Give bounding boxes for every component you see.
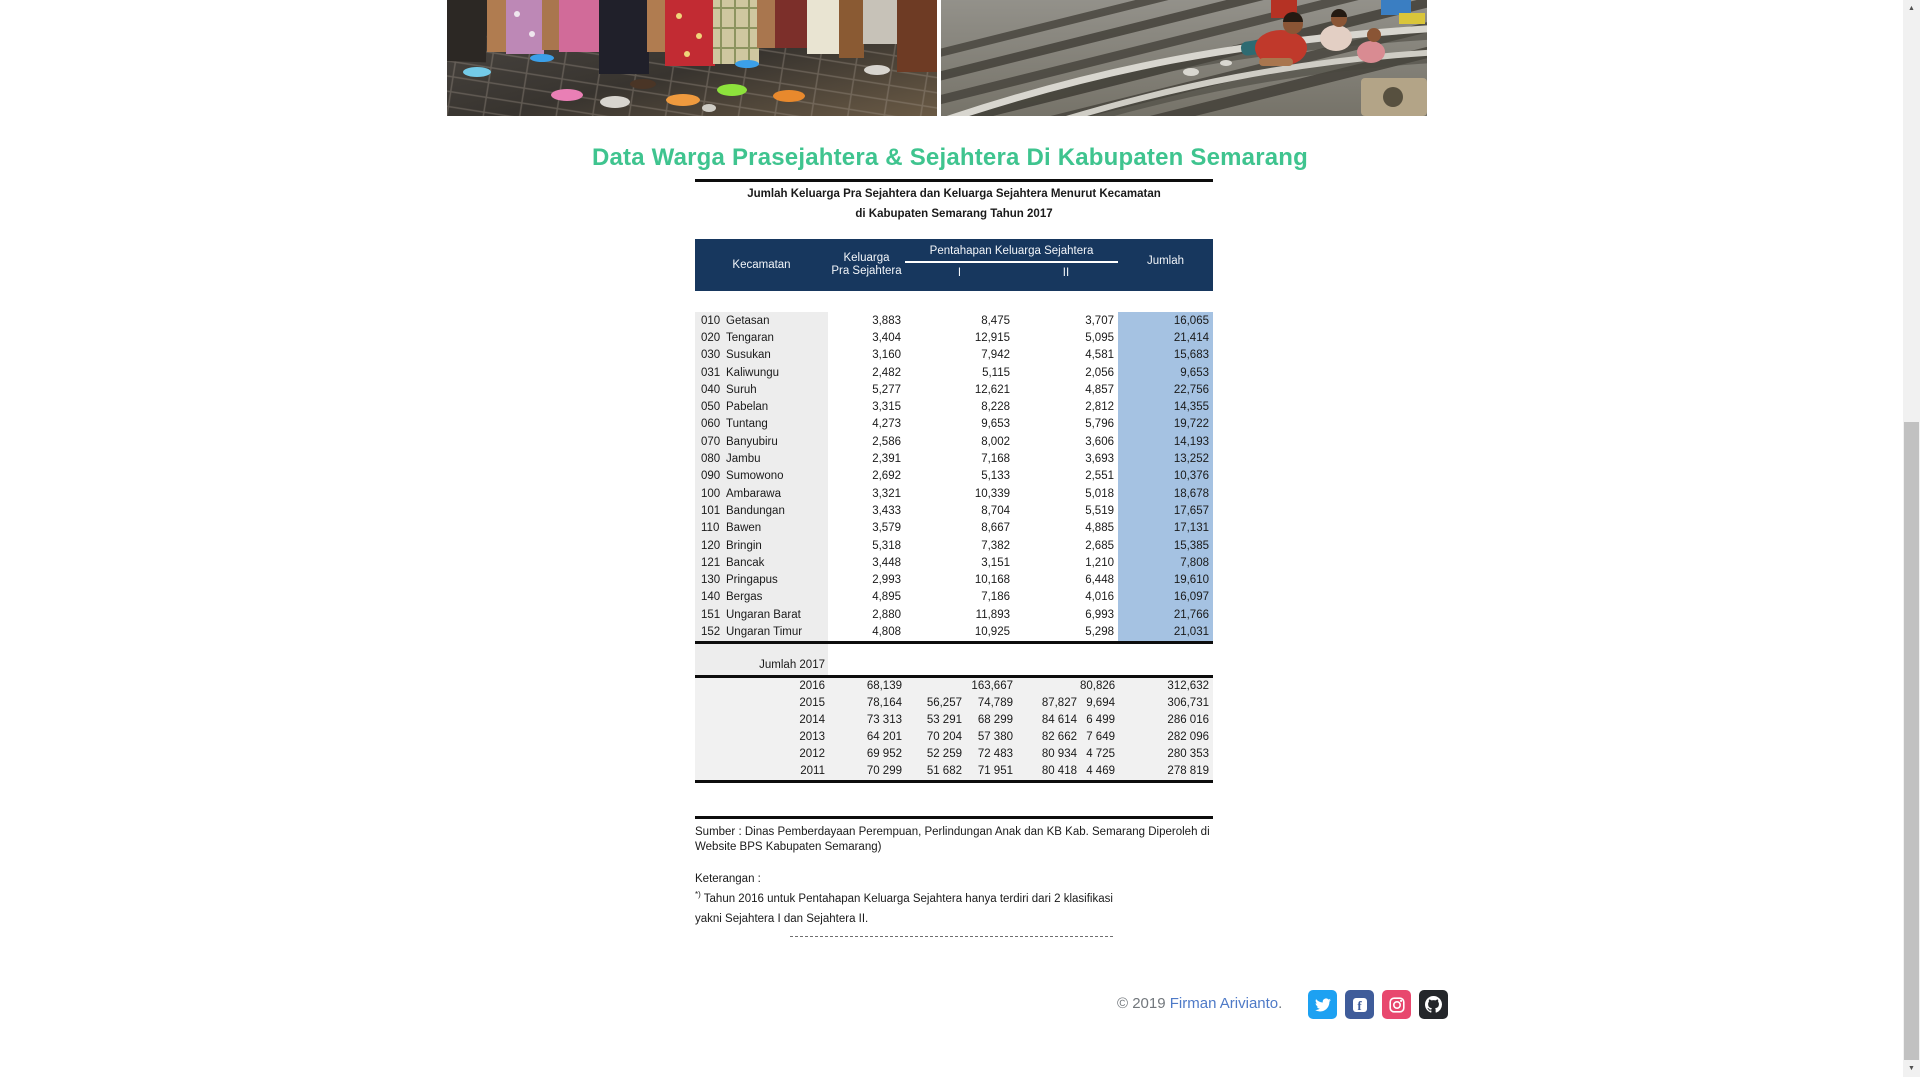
twitter-icon bbox=[1315, 997, 1331, 1013]
source-top-rule bbox=[695, 816, 1213, 819]
column-header-pra-sejahtera bbox=[828, 239, 905, 291]
kecamatan-rows bbox=[695, 312, 1213, 641]
table-row bbox=[695, 329, 1213, 346]
scroll-up-button[interactable]: ▲ bbox=[1908, 5, 1915, 12]
kecamatan-code: 060 bbox=[701, 418, 721, 431]
kecamatan-cell bbox=[695, 433, 828, 450]
kecamatan-name: Susukan bbox=[726, 349, 771, 362]
kecamatan-name: Banyubiru bbox=[726, 435, 778, 448]
jumlah-value: 10,376 bbox=[1118, 468, 1213, 485]
year-col3: 71 951 bbox=[977, 765, 1013, 778]
jumlah-2017-row bbox=[695, 644, 1213, 675]
pra-sejahtera-value: 3,160 bbox=[872, 349, 901, 362]
jumlah-value: 21,031 bbox=[1118, 623, 1213, 640]
jumlah-value: 15,683 bbox=[1118, 347, 1213, 364]
column-header-kecamatan: Kecamatan bbox=[732, 259, 791, 271]
kecamatan-name: Pringapus bbox=[726, 574, 778, 587]
pentahapan-underline bbox=[905, 261, 1118, 263]
source-line2: Website BPS Kabupaten Semarang) bbox=[695, 840, 882, 853]
kecamatan-code: 130 bbox=[701, 574, 721, 587]
ks2-value: 5,796 bbox=[1085, 418, 1114, 431]
copyright-text bbox=[1117, 995, 1282, 1012]
kecamatan-code: 090 bbox=[701, 470, 721, 483]
facebook-f-glyph: f bbox=[1357, 997, 1362, 1012]
year-col4: 87,827 bbox=[1041, 697, 1077, 710]
ks2-value: 5,095 bbox=[1085, 331, 1114, 344]
kecamatan-cell bbox=[695, 623, 828, 640]
pra-sejahtera-value: 3,579 bbox=[872, 522, 901, 535]
jumlah-value: 18,678 bbox=[1118, 485, 1213, 502]
ks1-value: 9,653 bbox=[981, 418, 1010, 431]
kecamatan-code: 020 bbox=[701, 331, 721, 344]
footnote-marker: *) bbox=[695, 889, 701, 899]
kecamatan-cell bbox=[695, 468, 828, 485]
year-col2: 53 291 bbox=[926, 714, 962, 727]
year-total: 278 819 bbox=[1167, 765, 1209, 778]
github-button[interactable] bbox=[1419, 990, 1448, 1019]
kecamatan-cell bbox=[695, 502, 828, 519]
kecamatan-cell bbox=[695, 537, 828, 554]
ks2-value: 5,519 bbox=[1085, 504, 1114, 517]
pra-sejahtera-value: 2,692 bbox=[872, 470, 901, 483]
kecamatan-code: 151 bbox=[701, 608, 721, 621]
table-top-rule bbox=[695, 179, 1213, 182]
pra-sejahtera-value: 3,433 bbox=[872, 504, 901, 517]
ks1-value: 8,002 bbox=[981, 435, 1010, 448]
copyright-prefix: © 2019 bbox=[1117, 995, 1170, 1012]
photo-left bbox=[447, 0, 937, 116]
jumlah-value: 19,610 bbox=[1118, 571, 1213, 588]
ks2-value: 1,210 bbox=[1085, 556, 1114, 569]
table-row bbox=[695, 623, 1213, 640]
pra-sejahtera-value: 3,404 bbox=[872, 331, 901, 344]
jumlah-value: 14,355 bbox=[1118, 398, 1213, 415]
copyright-suffix: . bbox=[1278, 995, 1283, 1012]
ks1-value: 7,186 bbox=[981, 591, 1010, 604]
year-label: 2016 bbox=[799, 680, 825, 693]
year-col1: 78,164 bbox=[866, 697, 902, 710]
ks1-value: 8,667 bbox=[981, 522, 1010, 535]
facebook-icon bbox=[1353, 998, 1367, 1012]
year-col2: 56,257 bbox=[926, 697, 962, 710]
pra-sejahtera-value: 3,448 bbox=[872, 556, 901, 569]
year-col3: 163,667 bbox=[971, 680, 1013, 693]
table-row bbox=[695, 589, 1213, 606]
year-col2: 51 682 bbox=[926, 765, 962, 778]
source-note bbox=[695, 825, 1213, 855]
year-col3: 57 380 bbox=[977, 731, 1013, 744]
ks2-value: 3,707 bbox=[1085, 314, 1114, 327]
year-total: 312,632 bbox=[1167, 680, 1209, 693]
ks2-value: 4,581 bbox=[1085, 349, 1114, 362]
instagram-icon bbox=[1389, 997, 1405, 1013]
data-table-document bbox=[695, 179, 1213, 937]
jumlah-value: 21,766 bbox=[1118, 606, 1213, 623]
ks2-value: 5,018 bbox=[1085, 487, 1114, 500]
kecamatan-cell bbox=[695, 589, 828, 606]
column-header-ks1: I bbox=[957, 267, 962, 279]
ks1-value: 8,704 bbox=[981, 504, 1010, 517]
header-photos bbox=[447, 0, 1427, 116]
year-total: 280 353 bbox=[1167, 748, 1209, 761]
jumlah-value: 9,653 bbox=[1118, 364, 1213, 381]
pra-sejahtera-value: 2,586 bbox=[872, 435, 901, 448]
year-col4: 80 418 bbox=[1041, 765, 1077, 778]
table-row bbox=[695, 502, 1213, 519]
pra-sejahtera-value: 5,318 bbox=[872, 539, 901, 552]
kecamatan-cell bbox=[695, 416, 828, 433]
twitter-button[interactable] bbox=[1308, 990, 1337, 1019]
pra-sejahtera-value: 3,321 bbox=[872, 487, 901, 500]
source-line1: Sumber : Dinas Pemberdayaan Perempuan, Perlindungan Anak dan KB Kab. Semarang Diperoleh di bbox=[695, 825, 1210, 838]
ks2-value: 2,812 bbox=[1085, 401, 1114, 414]
kecamatan-code: 152 bbox=[701, 625, 721, 638]
ks1-value: 12,915 bbox=[974, 331, 1010, 344]
year-col5: 4 469 bbox=[1086, 765, 1115, 778]
year-col1: 73 313 bbox=[866, 714, 902, 727]
year-col4: 80 934 bbox=[1041, 748, 1077, 761]
table-row bbox=[695, 364, 1213, 381]
kecamatan-cell bbox=[695, 364, 828, 381]
kecamatan-code: 100 bbox=[701, 487, 721, 500]
pra-sejahtera-value: 4,273 bbox=[872, 418, 901, 431]
kecamatan-code: 040 bbox=[701, 383, 721, 396]
table-row bbox=[695, 312, 1213, 329]
keterangan-line1-text: Tahun 2016 untuk Pentahapan Keluarga Sejahtera hanya terdiri dari 2 klasifikasi bbox=[703, 892, 1113, 905]
jumlah-value: 22,756 bbox=[1118, 381, 1213, 398]
keterangan-line1 bbox=[695, 890, 1213, 905]
year-col5: 80,826 bbox=[1080, 680, 1116, 693]
table-header bbox=[695, 239, 1213, 291]
jumlah-value: 14,193 bbox=[1118, 433, 1213, 450]
kecamatan-name: Bawen bbox=[726, 522, 762, 535]
kecamatan-name: Bringin bbox=[726, 539, 762, 552]
jumlah-2017-label: Jumlah 2017 bbox=[695, 644, 828, 675]
table-row bbox=[695, 537, 1213, 554]
pra-sejahtera-value: 2,482 bbox=[872, 366, 901, 379]
ks1-value: 3,151 bbox=[981, 556, 1010, 569]
year-row bbox=[695, 763, 1213, 780]
ks2-value: 3,606 bbox=[1085, 435, 1114, 448]
jumlah-value: 16,065 bbox=[1118, 312, 1213, 329]
kecamatan-code: 120 bbox=[701, 539, 721, 552]
jumlah-value: 19,722 bbox=[1118, 416, 1213, 433]
year-col3: 74,789 bbox=[977, 697, 1013, 710]
year-col5: 9,694 bbox=[1086, 697, 1115, 710]
ks1-value: 8,475 bbox=[981, 314, 1010, 327]
kecamatan-code: 010 bbox=[701, 314, 721, 327]
keterangan-line2: yakni Sejahtera I dan Sejahtera II. bbox=[695, 913, 869, 926]
keterangan-note bbox=[695, 873, 1213, 926]
year-col5: 4 725 bbox=[1086, 748, 1115, 761]
year-col4: 82 662 bbox=[1041, 731, 1077, 744]
table-row bbox=[695, 520, 1213, 537]
ks2-value: 5,298 bbox=[1085, 625, 1114, 638]
ks2-value: 2,551 bbox=[1085, 470, 1114, 483]
ks1-value: 7,942 bbox=[981, 349, 1010, 362]
kecamatan-name: Getasan bbox=[726, 314, 770, 327]
year-col3: 72 483 bbox=[977, 748, 1013, 761]
author-link[interactable]: Firman Arivianto bbox=[1169, 995, 1279, 1012]
column-header-ks2: II bbox=[1062, 267, 1070, 279]
year-label: 2011 bbox=[800, 765, 825, 778]
column-group-pentahapan bbox=[905, 239, 1118, 291]
table-caption-line1: Jumlah Keluarga Pra Sejahtera dan Keluarga Sejahtera Menurut Kecamatan bbox=[747, 188, 1161, 200]
instagram-button[interactable] bbox=[1382, 990, 1411, 1019]
ks2-value: 3,693 bbox=[1085, 453, 1114, 466]
photo-left-image bbox=[447, 0, 937, 116]
jumlah-value: 7,808 bbox=[1118, 554, 1213, 571]
kecamatan-cell bbox=[695, 485, 828, 502]
ks2-value: 4,857 bbox=[1085, 383, 1114, 396]
table-row bbox=[695, 347, 1213, 364]
table-row bbox=[695, 398, 1213, 415]
ks2-value: 4,885 bbox=[1085, 522, 1114, 535]
kecamatan-code: 080 bbox=[701, 453, 721, 466]
year-label: 2015 bbox=[799, 697, 825, 710]
year-col1: 69 952 bbox=[866, 748, 902, 761]
ks1-value: 5,133 bbox=[981, 470, 1010, 483]
kecamatan-name: Bancak bbox=[726, 556, 765, 569]
year-col2: 52 259 bbox=[926, 748, 962, 761]
pra-sejahtera-value: 2,391 bbox=[872, 453, 901, 466]
kecamatan-code: 031 bbox=[701, 366, 721, 379]
year-label: 2013 bbox=[799, 731, 825, 744]
jumlah-value: 21,414 bbox=[1118, 329, 1213, 346]
kecamatan-code: 101 bbox=[701, 504, 721, 517]
ks2-value: 6,448 bbox=[1085, 574, 1114, 587]
table-row bbox=[695, 416, 1213, 433]
kecamatan-cell bbox=[695, 450, 828, 467]
ks1-value: 11,893 bbox=[975, 608, 1010, 621]
facebook-button[interactable] bbox=[1345, 990, 1374, 1019]
kecamatan-name: Tengaran bbox=[726, 331, 774, 344]
page-title: Data Warga Prasejahtera & Sejahtera Di Kabupaten Semarang bbox=[591, 144, 1309, 172]
pentahapan-label: Pentahapan Keluarga Sejahtera bbox=[929, 245, 1094, 257]
kecamatan-cell bbox=[695, 554, 828, 571]
ks1-value: 10,168 bbox=[974, 574, 1010, 587]
photo-right bbox=[941, 0, 1427, 116]
scrollbar-thumb[interactable] bbox=[1904, 422, 1919, 1060]
ks1-value: 10,925 bbox=[974, 625, 1010, 638]
ks2-value: 2,685 bbox=[1085, 539, 1114, 552]
year-summary-rows bbox=[695, 678, 1213, 780]
pra-sejahtera-value: 3,315 bbox=[872, 401, 901, 414]
kecamatan-name: Ambarawa bbox=[726, 487, 781, 500]
kecamatan-name: Pabelan bbox=[726, 401, 769, 414]
column-header-jumlah: Jumlah bbox=[1146, 255, 1185, 267]
kecamatan-name: Tuntang bbox=[726, 418, 768, 431]
year-row bbox=[695, 678, 1213, 695]
kecamatan-code: 030 bbox=[701, 349, 721, 362]
ks1-value: 12,621 bbox=[974, 383, 1010, 396]
kecamatan-name: Ungaran Barat bbox=[726, 608, 801, 621]
kecamatan-cell bbox=[695, 381, 828, 398]
dashed-divider bbox=[790, 936, 1113, 937]
photo-right-image bbox=[941, 0, 1427, 116]
pra-sejahtera-line2: Pra Sejahtera bbox=[831, 265, 902, 277]
pra-sejahtera-value: 4,895 bbox=[872, 591, 901, 604]
pra-sejahtera-line1: Keluarga bbox=[843, 252, 890, 264]
year-total: 306,731 bbox=[1167, 697, 1209, 710]
jumlah-value: 13,252 bbox=[1118, 450, 1213, 467]
ks2-value: 2,056 bbox=[1085, 366, 1114, 379]
year-col3: 68 299 bbox=[977, 714, 1013, 727]
table-row bbox=[695, 554, 1213, 571]
jumlah-value: 16,097 bbox=[1118, 589, 1213, 606]
year-total: 286 016 bbox=[1167, 714, 1209, 727]
year-col2: 70 204 bbox=[926, 731, 962, 744]
pra-sejahtera-value: 2,880 bbox=[872, 608, 901, 621]
table-row bbox=[695, 381, 1213, 398]
vertical-scrollbar bbox=[1903, 0, 1920, 1077]
kecamatan-code: 110 bbox=[701, 522, 720, 535]
year-col1: 68,139 bbox=[866, 680, 902, 693]
year-label: 2012 bbox=[799, 748, 825, 761]
ks1-value: 7,382 bbox=[981, 539, 1010, 552]
table-row bbox=[695, 468, 1213, 485]
jumlah-value: 17,131 bbox=[1118, 520, 1213, 537]
ks1-value: 7,168 bbox=[981, 453, 1010, 466]
kecamatan-name: Suruh bbox=[726, 383, 757, 396]
table-row bbox=[695, 433, 1213, 450]
pra-sejahtera-value: 5,277 bbox=[872, 383, 901, 396]
table-row bbox=[695, 571, 1213, 588]
jumlah-value: 15,385 bbox=[1118, 537, 1213, 554]
github-icon bbox=[1425, 996, 1442, 1013]
year-col5: 7 649 bbox=[1086, 731, 1115, 744]
kecamatan-code: 070 bbox=[701, 435, 721, 448]
year-row bbox=[695, 695, 1213, 712]
kecamatan-cell bbox=[695, 329, 828, 346]
table-row bbox=[695, 485, 1213, 502]
year-total: 282 096 bbox=[1167, 731, 1209, 744]
social-buttons bbox=[1308, 990, 1448, 1019]
kecamatan-name: Kaliwungu bbox=[726, 366, 780, 379]
ks2-value: 4,016 bbox=[1085, 591, 1114, 604]
keterangan-title: Keterangan : bbox=[695, 872, 761, 885]
year-col1: 64 201 bbox=[866, 731, 902, 744]
pra-sejahtera-value: 2,993 bbox=[872, 574, 901, 587]
table-row bbox=[695, 450, 1213, 467]
kecamatan-code: 121 bbox=[701, 556, 721, 569]
table-caption-line2: di Kabupaten Semarang Tahun 2017 bbox=[855, 208, 1053, 220]
year-col5: 6 499 bbox=[1086, 714, 1115, 727]
year-row bbox=[695, 712, 1213, 729]
table-row bbox=[695, 606, 1213, 623]
ks1-value: 10,339 bbox=[974, 487, 1010, 500]
ks1-value: 5,115 bbox=[982, 366, 1010, 379]
kecamatan-code: 050 bbox=[701, 401, 721, 414]
scroll-down-button[interactable]: ▼ bbox=[1908, 1065, 1915, 1072]
kecamatan-cell bbox=[695, 312, 828, 329]
kecamatan-cell bbox=[695, 398, 828, 415]
pra-sejahtera-value: 3,883 bbox=[872, 314, 901, 327]
ks1-value: 8,228 bbox=[981, 401, 1010, 414]
kecamatan-cell bbox=[695, 606, 828, 623]
kecamatan-code: 140 bbox=[701, 591, 721, 604]
kecamatan-name: Bergas bbox=[726, 591, 763, 604]
year-row bbox=[695, 729, 1213, 746]
kecamatan-name: Bandungan bbox=[726, 504, 785, 517]
year-label: 2014 bbox=[799, 714, 825, 727]
kecamatan-cell bbox=[695, 571, 828, 588]
year-col1: 70 299 bbox=[866, 765, 902, 778]
kecamatan-cell bbox=[695, 520, 828, 537]
jumlah-value: 17,657 bbox=[1118, 502, 1213, 519]
kecamatan-name: Ungaran Timur bbox=[726, 625, 803, 638]
kecamatan-name: Jambu bbox=[726, 453, 761, 466]
pra-sejahtera-value: 4,808 bbox=[872, 625, 901, 638]
year-row bbox=[695, 746, 1213, 763]
year-col4: 84 614 bbox=[1041, 714, 1077, 727]
ks2-value: 6,993 bbox=[1085, 608, 1114, 621]
kecamatan-cell bbox=[695, 347, 828, 364]
kecamatan-name: Sumowono bbox=[726, 470, 784, 483]
